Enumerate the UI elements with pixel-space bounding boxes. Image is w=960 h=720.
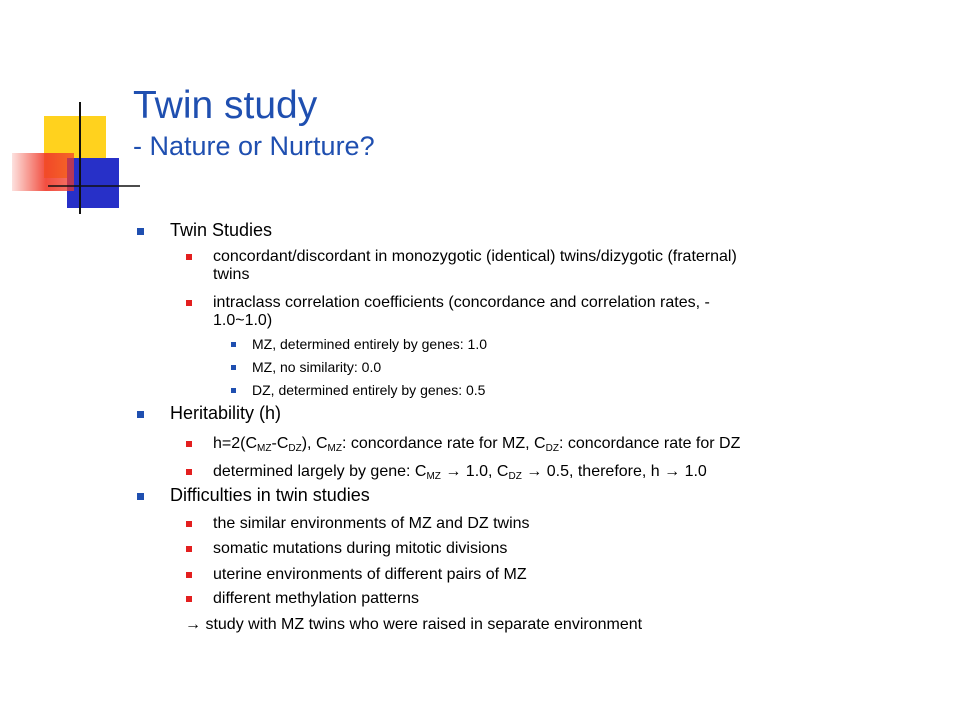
sub-bullet-mz-genes xyxy=(252,336,487,352)
bullet-difficulty-item xyxy=(213,566,923,584)
bullet-heritability xyxy=(170,403,281,424)
heading-twin-studies: Twin Studies xyxy=(170,220,273,240)
concordant-line1: concordant/discordant in monozygotic (identical) twins/dizygotic (fraternal) xyxy=(213,248,737,265)
bullet-concordant xyxy=(213,248,923,284)
bullet-square-icon xyxy=(137,411,144,418)
difficulty-text: uterine environments of different pairs of MZ xyxy=(213,566,527,583)
bullet-square-icon xyxy=(231,342,236,347)
bullet-twin-studies xyxy=(170,220,272,241)
bullet-square-icon xyxy=(231,388,236,393)
sub-bullet-mz-no-similarity xyxy=(252,359,381,375)
bullet-square-icon xyxy=(186,254,192,260)
bullet-square-icon xyxy=(186,300,192,306)
intraclass-line1: intraclass correlation coefficients (concordance and correlation rates, - xyxy=(213,294,710,311)
bullet-difficulty-item xyxy=(213,540,923,558)
slide-title: Twin study xyxy=(133,84,318,127)
sub-bullet-text: MZ, determined entirely by genes: 1.0 xyxy=(252,336,488,352)
bullet-square-icon xyxy=(137,228,144,235)
determined-text: determined largely by gene: $C_{MZ} \to 1.0$, $C_{DZ} \to 0.5$, therefore, h → 1.0 xyxy=(213,463,707,482)
bullet-square-icon xyxy=(186,521,192,527)
intraclass-line2: 1.0~1.0) xyxy=(213,312,273,329)
difficulty-text: the similar environments of MZ and DZ twins xyxy=(213,515,530,532)
difficulty-text: different methylation patterns xyxy=(213,590,420,607)
sub-bullet-dz-genes xyxy=(252,382,485,398)
bullet-square-icon xyxy=(186,596,192,602)
difficulty-text: somatic mutations during mitotic divisions xyxy=(213,540,508,557)
bullet-difficulty-item xyxy=(213,515,923,533)
bullet-difficulty-item xyxy=(213,590,923,608)
bullet-square-icon xyxy=(186,572,192,578)
bullet-square-icon xyxy=(186,469,192,475)
sub-bullet-text: MZ, no similarity: 0.0 xyxy=(252,359,382,375)
sub-bullet-text: DZ, determined entirely by genes: 0.5 xyxy=(252,382,486,398)
bullet-square-icon xyxy=(186,441,192,447)
concordant-line2: twins xyxy=(213,266,250,283)
slide-subtitle: - Nature or Nurture? xyxy=(133,130,375,161)
heading-difficulties: Difficulties in twin studies xyxy=(170,485,370,505)
bullet-square-icon xyxy=(137,493,144,500)
conclusion-line: → study with MZ twins who were raised in separate environment xyxy=(185,616,643,633)
formula-text: $h=2(C_{MZ}-C_{DZ})$, $C_{MZ}$: concordance rate for MZ, $C_{DZ}$: concordance rate for DZ xyxy=(213,435,741,454)
bullet-determined-by-gene xyxy=(213,463,923,481)
bullet-square-icon xyxy=(186,546,192,552)
bullet-square-icon xyxy=(231,365,236,370)
bullet-intraclass xyxy=(213,294,923,330)
bullet-difficulties xyxy=(170,485,370,506)
bullet-formula xyxy=(213,435,923,453)
heading-heritability: Heritability (h) xyxy=(170,403,282,423)
